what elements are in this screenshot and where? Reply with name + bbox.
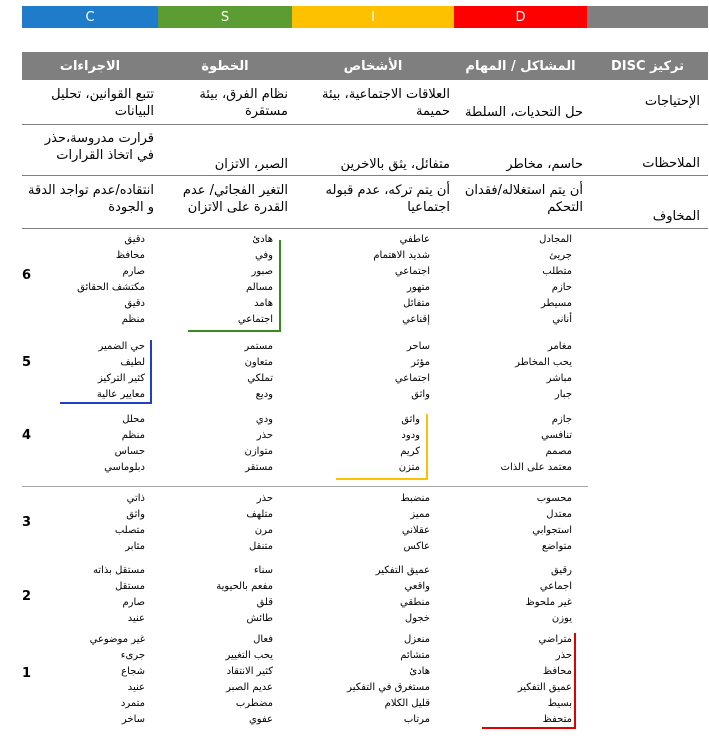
header-problems-tasks: المشاكل / المهام [465,58,576,74]
level-number: 6 [22,268,32,283]
list-item: يوزن [551,613,572,624]
list-item: يحب التغيير [225,650,273,661]
list-item: إقناعي [402,314,430,325]
level-3-c-words [40,491,145,555]
list-item: مرن [254,525,273,536]
list-item: مكتشف الحقائق [77,282,145,293]
list-item: خجول [404,613,430,624]
list-item: منعزل [404,634,430,645]
needs-procedures: تتبع القوانين، تحليل البيانات [51,87,154,119]
list-item: حازم [551,282,572,293]
list-item: لطيف [120,357,145,368]
list-item: متشائم [400,650,430,661]
list-item: واثق [411,389,430,400]
list-item: المجادل [539,234,572,245]
list-item: غير ملحوظ [525,597,572,608]
list-item: عديم الصبر [226,682,273,693]
list-item: شديد الاهتمام [373,250,430,261]
color-bar-c: C [22,6,158,28]
list-item: مستمر [244,341,273,352]
list-item: معايير عالية [96,389,145,400]
list-item: متزن [398,462,420,473]
list-item: مسيطر [540,298,572,309]
level-5-i-words [330,339,430,403]
header-pace: الخطوة [201,58,249,74]
list-item: متهور [407,282,430,293]
list-item: قليل الكلام [384,698,430,709]
list-item: منطقي [400,597,430,608]
list-item: عفوي [248,714,273,725]
list-item: محافظ [115,250,145,261]
level-5-d-words [460,339,572,403]
level-6-d-words [460,232,572,328]
list-item: متواضع [541,541,572,552]
fears-problems: أن يتم استغلاله/فقدان التحكم [464,183,583,215]
d-low-marker [574,633,576,729]
level-number: 5 [22,355,32,370]
list-item: ذاتي [126,493,145,504]
c-high-marker [150,340,152,404]
list-item: مسالم [245,282,273,293]
list-item: عنيد [127,613,145,624]
list-item: متمرد [120,698,145,709]
list-item: متعاون [244,357,273,368]
list-item: مفعم بالحيوية [216,581,273,592]
needs-people: العلاقات الاجتماعية، بيئة حميمة [321,87,450,119]
level-1-s-words [180,632,273,728]
list-item: هادئ [409,666,430,677]
list-item: جبار [554,389,572,400]
color-bar-gray [587,6,708,28]
list-item: مستقر [245,462,273,473]
list-item: بسيط [547,698,572,709]
list-item: دقيق [124,234,145,245]
level-2-s-words [180,563,273,627]
fears-pace: التغير الفجائي/ عدم القدرة على الاتزان [182,183,288,215]
list-item: حذر [555,650,572,661]
list-item: معتمد على الذات [500,462,572,473]
list-item: دقيق [124,298,145,309]
level-2-d-words [460,563,572,627]
notes-procedures: قرارت مدروسة،حذر في اتخاذ القرارات [44,131,154,163]
list-item: عاطفي [399,234,430,245]
row-divider [22,228,708,229]
s-high-marker [188,330,281,332]
list-item: مؤثر [411,357,430,368]
list-item: عميق التفكير [517,682,572,693]
i-high-marker [426,414,428,480]
level-2-i-words [330,563,430,627]
list-item: طائش [246,613,273,624]
list-item: شجاع [121,666,145,677]
list-item: كثير الانتقاد [226,666,273,677]
list-item: مضطرب [235,698,273,709]
list-item: محلل [122,414,145,425]
list-item: متطلب [542,266,572,277]
level-number: 1 [22,666,32,681]
list-item: معتدل [546,509,572,520]
list-item: مرتاب [403,714,430,725]
level-1-c-words [40,632,145,728]
list-item: ساخر [121,714,145,725]
list-item: عميق التفكير [375,565,430,576]
list-item: جرىء [120,650,145,661]
list-item: جازم [551,414,572,425]
list-item: محافظ [542,666,572,677]
list-item: عقلاني [401,525,430,536]
list-item: اجتماعي [394,373,430,384]
list-item: يحب المخاطر [515,357,572,368]
level-number: 3 [22,515,32,530]
list-item: اجماعي [539,581,572,592]
list-item: استجوابي [532,525,572,536]
level-4-d-words [460,412,572,476]
list-item: هامد [254,298,273,309]
list-item: متفائل [403,298,430,309]
list-item: محسوب [536,493,572,504]
list-item: وفي [255,250,273,261]
list-item: هادئ [252,234,273,245]
needs-pace: نظام الفرق، بيئة مستقرة [199,87,288,119]
color-bar-s: S [158,6,292,28]
level-1-d-words [460,632,572,728]
list-item: أناني [552,314,572,325]
row-divider [22,175,708,176]
row-label-needs: الإحتياجات [644,94,700,109]
list-item: رقيق [551,565,572,576]
level-5-s-words [180,339,273,403]
list-item: اجتماعي [394,266,430,277]
header-people: الأشخاص [343,58,403,74]
list-item: حساس [114,446,145,457]
level-number: 4 [22,428,32,443]
list-item: متحفظ [542,714,572,725]
fears-people: أن يتم تركه، عدم قبوله اجتماعيا [325,183,450,215]
table-header-row [22,52,708,80]
list-item: مستغرق في التفكير [347,682,430,693]
list-item: دبلوماسي [104,462,145,473]
c-high-marker [60,402,152,404]
list-item: تملكي [247,373,273,384]
notes-problems: حاسم، مخاطر [506,157,583,172]
level-6-i-words [330,232,430,328]
list-item: وديع [255,389,273,400]
level-1-i-words [330,632,430,728]
d-low-marker [482,727,576,729]
list-item: منضبط [400,493,430,504]
list-item: عاكس [403,541,430,552]
list-item: مصمم [545,446,572,457]
list-item: واثق [126,509,145,520]
list-item: واقعي [404,581,430,592]
list-item: ودي [255,414,273,425]
list-item: كثير التركيز [97,373,145,384]
list-item: سناء [253,565,273,576]
list-item: متصلب [114,525,145,536]
notes-pace: الصبر، الاتزان [214,157,288,172]
s-high-marker [279,240,281,332]
list-item: مغامر [547,341,572,352]
list-item: متنقل [248,541,273,552]
level-6-c-words [40,232,145,328]
level-3-i-words [330,491,430,555]
list-item: ساحر [406,341,430,352]
level-3-s-words [180,491,273,555]
level-4-c-words [40,412,145,476]
midline-divider [22,486,588,487]
list-item: تنافسي [541,430,572,441]
i-high-marker [336,478,428,480]
list-item: ودود [401,430,420,441]
list-item: مباشر [546,373,572,384]
list-item: مستقل [115,581,145,592]
list-item: مميز [410,509,430,520]
list-item: غير موضوعي [89,634,145,645]
level-2-c-words [40,563,145,627]
level-3-d-words [460,491,572,555]
level-6-s-words [180,232,273,328]
level-number: 2 [22,589,32,604]
color-bar-i: I [292,6,454,28]
header-disc-focus: تركيز DISC [611,58,684,74]
list-item: مثابر [125,541,145,552]
notes-people: متفائل، يثق بالاخرين [340,157,450,172]
list-item: فعال [253,634,273,645]
list-item: كريم [400,446,420,457]
needs-problems: حل التحديات، السلطة [465,105,583,120]
list-item: واثق [401,414,420,425]
row-divider [22,124,708,125]
list-item: حذر [256,430,273,441]
list-item: صارم [122,597,145,608]
list-item: مستقل بذاته [92,565,145,576]
list-item: عنيد [127,682,145,693]
header-procedures: الاجراءات [59,58,121,74]
level-5-c-words [40,339,145,403]
list-item: حذر [256,493,273,504]
list-item: منظم [121,430,145,441]
list-item: جريئ [549,250,572,261]
list-item: صارم [122,266,145,277]
list-item: حي الضمير [98,341,145,352]
list-item: اجتماعي [237,314,273,325]
list-item: صبور [251,266,273,277]
list-item: منظم [121,314,145,325]
fears-procedures: انتقاده/عدم تواجد الدقة و الجودة [28,183,154,215]
color-bar-d: D [454,6,587,28]
list-item: متراضي [538,634,572,645]
list-item: متلهف [246,509,273,520]
row-label-notes: الملاحظات [642,156,700,171]
level-4-s-words [180,412,273,476]
list-item: متوازن [244,446,273,457]
list-item: قلق [256,597,273,608]
level-4-i-words [330,412,420,476]
row-label-fears: المخاوف [652,209,700,224]
